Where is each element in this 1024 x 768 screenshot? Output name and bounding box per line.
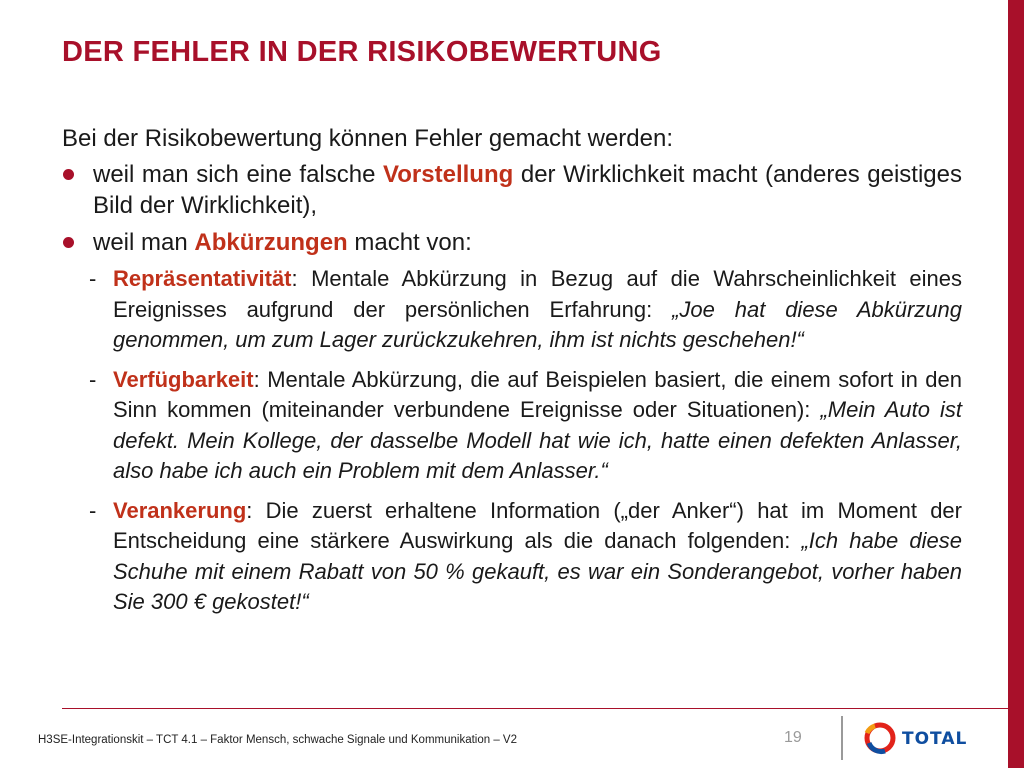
footer-text: H3SE-Integrationskit – TCT 4.1 – Faktor Mensch, schwache Signale und Kommunikation – V2 (38, 734, 517, 746)
dash-marker: - (89, 497, 97, 523)
bullet-text: weil man (93, 229, 195, 256)
sub-term: Verankerung (113, 497, 247, 523)
slide-title: DER FEHLER IN DER RISIKOBEWERTUNG (62, 36, 662, 68)
bullet-dot-icon (63, 169, 74, 180)
total-logo (863, 721, 973, 755)
sub-text: : Mentale Abkürzung in Bezug auf die Wahrscheinlichkeit eines Ereignisses aufgrund der persönlichen Erfahrung: (113, 266, 962, 322)
sub-text: : Mentale Abkürzung, die auf Beispielen basiert, die einem sofort in den Sinn kommen (miteinander verbundene Ereignisse oder Situationen): (113, 366, 962, 422)
footer-separator (62, 708, 1016, 709)
sub-item (62, 496, 962, 618)
dash-marker: - (89, 366, 97, 392)
bullet-dot-icon (63, 237, 74, 248)
sub-quote: „Mein Auto ist defekt. Mein Kollege, der dasselbe Modell hat wie ich, hatte einen defekten Anlasser, also habe ich auch ein Problem mit dem Anlasser.“ (113, 397, 962, 483)
bullet-item (62, 227, 962, 258)
bullet-item (62, 159, 962, 221)
bullet-text: der Wirklichkeit macht (anderes geistiges Bild der Wirklichkeit), (93, 161, 962, 219)
dash-marker: - (89, 266, 97, 291)
footer-divider (841, 716, 843, 760)
sub-item (62, 365, 962, 487)
slide-content (62, 123, 962, 627)
intro-text: Bei der Risikobewertung können Fehler gemacht werden: (62, 125, 674, 152)
right-accent-bar (1008, 0, 1024, 768)
bullet-highlight: Vorstellung (383, 161, 514, 188)
sub-term: Verfügbarkeit (113, 366, 254, 392)
bullet-text: weil man sich eine falsche (93, 161, 384, 188)
logo-wordmark: TOTAL (902, 729, 968, 749)
sub-quote: „Joe hat diese Abkürzung genommen, um zum Lager zurückzukehren, ihm ist nichts geschehen!“ (113, 296, 963, 352)
total-logo-icon (863, 721, 897, 755)
sub-term: Repräsentativität (113, 266, 292, 291)
sub-text: : Die zuerst erhaltene Information („der Anker“) hat im Moment der Entscheidung eine stärkere Auswirkung als die danach folgenden: (113, 497, 962, 553)
bullet-highlight: Abkürzungen (194, 229, 348, 256)
page-number: 19 (784, 729, 802, 746)
bullet-text: macht von: (347, 229, 472, 256)
sub-item (62, 264, 962, 356)
sub-quote: „Ich habe diese Schuhe mit einem Rabatt von 50 % gekauft, es war ein Sonderangebot, vorher haben Sie 300 € gekostet!“ (113, 528, 962, 614)
